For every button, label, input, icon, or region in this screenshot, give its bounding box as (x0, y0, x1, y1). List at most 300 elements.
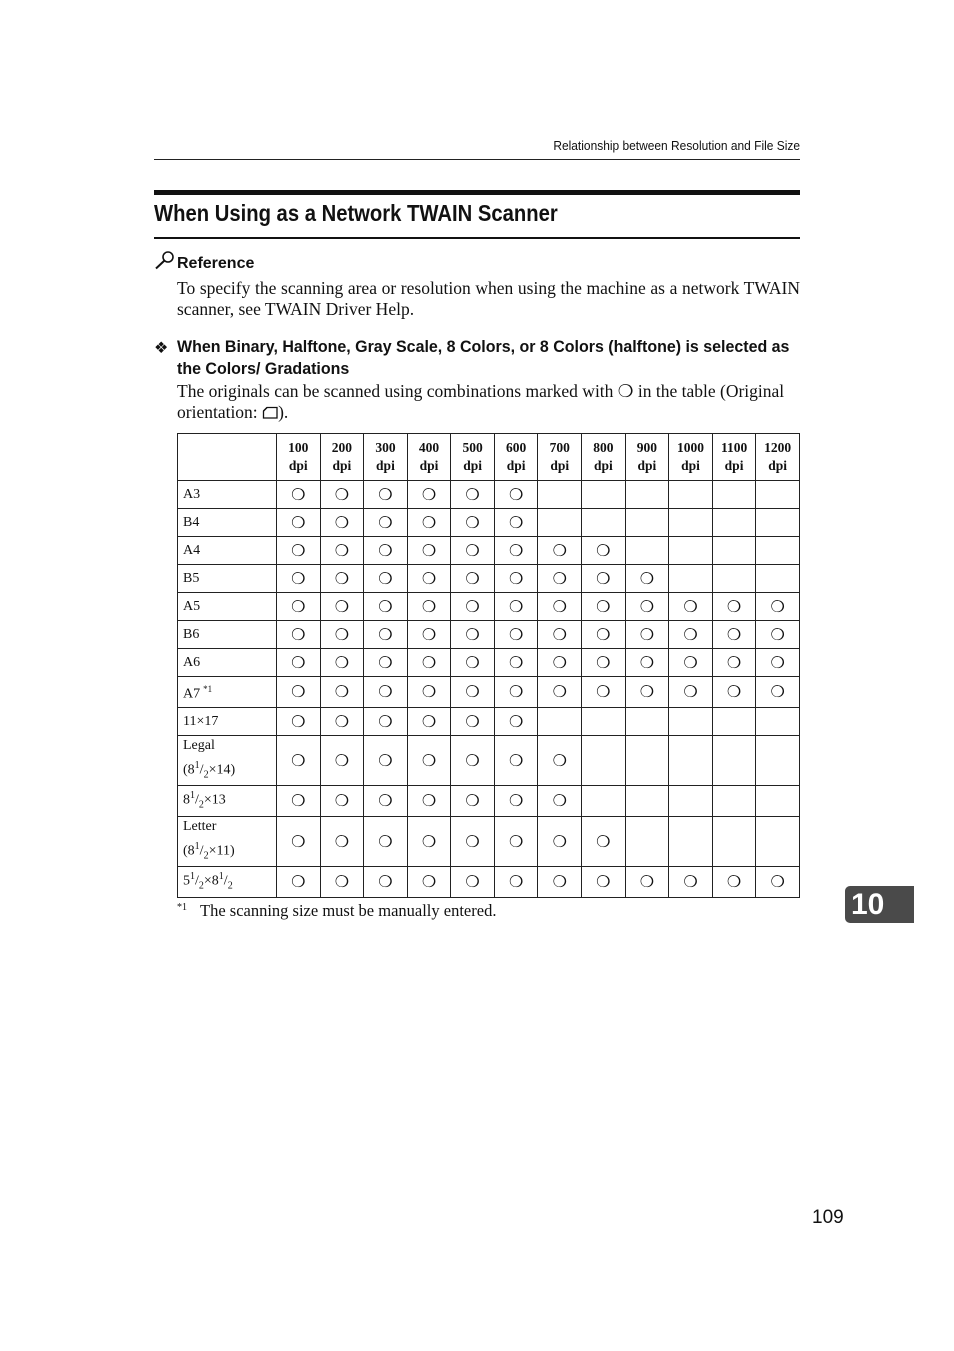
available-mark-icon: ❍ (291, 570, 306, 588)
available-mark-icon: ❍ (378, 542, 393, 560)
fraction-denominator: 2 (198, 799, 204, 811)
sub-heading: When Binary, Halftone, Gray Scale, 8 Colors, or 8 Colors (halftone) is selected as the Colors/ Gradations (177, 337, 790, 378)
paper-size-name: Legal (183, 738, 215, 753)
available-mark-icon: ❍ (334, 713, 350, 731)
size-text: ×11) (208, 843, 235, 859)
paper-size-name: B6 (183, 626, 200, 642)
available-mark-icon: ❍ (465, 684, 480, 701)
available-mark-icon: ❍ (421, 833, 437, 851)
available-mark-icon: ❍ (770, 684, 785, 701)
resolution-cell (669, 816, 713, 866)
available-mark-icon: ❍ (596, 684, 611, 701)
resolution-cell (625, 537, 669, 565)
column-header-unit: dpi (550, 458, 570, 473)
available-mark-icon: ❍ (509, 713, 524, 731)
resolution-cell (451, 565, 495, 593)
resolution-cell (364, 649, 408, 677)
available-mark-icon: ❍ (770, 626, 785, 644)
available-mark-icon: ❍ (726, 874, 742, 892)
resolution-cell (494, 649, 538, 677)
resolution-cell (625, 708, 669, 736)
resolution-cell (669, 867, 713, 897)
column-header-unit: dpi (376, 458, 395, 473)
resolution-cell (364, 481, 408, 509)
paper-size-label (178, 537, 277, 565)
resolution-cell (277, 509, 321, 537)
available-mark-icon: ❍ (334, 874, 350, 892)
resolution-cell (494, 816, 538, 866)
available-mark-icon: ❍ (639, 874, 655, 892)
available-mark-icon: ❍ (334, 486, 350, 504)
available-mark-icon: ❍ (421, 684, 437, 701)
available-mark-icon: ❍ (509, 684, 524, 701)
resolution-cell (669, 621, 713, 649)
fraction-slash: / (195, 793, 199, 809)
available-mark-icon: ❍ (291, 874, 306, 892)
available-mark-icon: ❍ (334, 833, 350, 851)
size-text: ×14) (208, 762, 236, 778)
magnifier-icon (154, 250, 176, 270)
available-mark-icon: ❍ (421, 793, 437, 811)
size-text: ×8 (203, 874, 219, 890)
available-mark-icon: ❍ (509, 654, 524, 672)
column-header-unit: dpi (681, 458, 700, 473)
resolution-cell (320, 509, 364, 537)
available-mark-icon: ❍ (639, 684, 655, 701)
available-mark-icon: ❍ (421, 514, 437, 532)
resolution-cell (277, 537, 321, 565)
resolution-cell (582, 736, 626, 786)
resolution-cell (277, 677, 321, 708)
available-mark-icon: ❍ (465, 626, 480, 644)
resolution-cell (451, 649, 495, 677)
paper-size-label (178, 649, 277, 677)
resolution-cell (494, 509, 538, 537)
available-mark-icon: ❍ (509, 542, 524, 560)
column-header-unit: dpi (637, 458, 657, 473)
reference-text: To specify the scanning area or resolution when using the machine as a network TWAIN scanner, see TWAIN Driver Help. (177, 278, 800, 319)
resolution-cell (582, 677, 626, 708)
resolution-cell (582, 481, 626, 509)
resolution-cell (320, 481, 364, 509)
resolution-cell (669, 649, 713, 677)
available-mark-icon: ❍ (726, 684, 742, 701)
resolution-cell (451, 677, 495, 708)
resolution-cell (364, 621, 408, 649)
resolution-cell (582, 786, 626, 816)
page-number: 109 (812, 1207, 844, 1228)
resolution-cell (669, 736, 713, 786)
column-header-value: 600 (506, 440, 527, 455)
paper-size-label (178, 621, 277, 649)
resolution-cell (364, 677, 408, 708)
size-text: (8 (183, 843, 195, 859)
resolution-cell (538, 621, 582, 649)
resolution-cell (756, 867, 800, 897)
available-mark-icon: ❍ (421, 752, 437, 770)
column-header (712, 434, 756, 481)
column-header-value: 500 (462, 440, 483, 455)
table-row (178, 867, 800, 897)
available-mark-icon: ❍ (334, 684, 350, 701)
available-mark-icon: ❍ (334, 598, 350, 616)
resolution-cell (364, 509, 408, 537)
paper-size-label (178, 708, 277, 736)
resolution-cell (582, 565, 626, 593)
paper-size-name: 11×17 (183, 713, 219, 729)
bullet-icon: ❖ (154, 340, 169, 357)
available-mark-icon: ❍ (596, 542, 611, 560)
resolution-cell (538, 509, 582, 537)
available-mark-icon: ❍ (378, 598, 393, 616)
resolution-cell (494, 565, 538, 593)
resolution-cell (407, 816, 451, 866)
resolution-cell (451, 786, 495, 816)
available-mark-icon: ❍ (291, 598, 306, 616)
fraction-denominator: 2 (203, 769, 209, 781)
footnote-ref: *1 (203, 684, 213, 695)
resolution-cell (756, 565, 800, 593)
paper-size-label (178, 786, 277, 816)
paper-size-label (178, 509, 277, 537)
available-mark-icon: ❍ (726, 654, 742, 672)
available-mark-icon: ❍ (770, 874, 785, 892)
available-mark-icon: ❍ (291, 684, 306, 701)
reference-label: Reference (177, 255, 255, 272)
table-row (178, 565, 800, 593)
resolution-cell (756, 677, 800, 708)
resolution-table (177, 433, 800, 898)
available-mark-icon: ❍ (334, 542, 350, 560)
available-mark-icon: ❍ (509, 486, 524, 504)
resolution-cell (407, 565, 451, 593)
available-mark-icon: ❍ (639, 654, 655, 672)
table-row (178, 621, 800, 649)
table-corner-cell (178, 434, 277, 481)
available-mark-icon: ❍ (291, 542, 306, 560)
resolution-cell (320, 736, 364, 786)
resolution-cell (451, 708, 495, 736)
available-mark-icon: ❍ (291, 752, 306, 770)
resolution-cell (364, 565, 408, 593)
resolution-cell (538, 867, 582, 897)
available-mark-icon: ❍ (596, 654, 611, 672)
resolution-cell (712, 481, 756, 509)
available-mark-icon: ❍ (552, 793, 567, 811)
available-mark-icon: ❍ (291, 654, 306, 672)
available-mark-icon: ❍ (552, 654, 567, 672)
resolution-cell (364, 593, 408, 621)
available-mark-icon: ❍ (421, 570, 437, 588)
available-mark-icon: ❍ (421, 713, 437, 731)
available-mark-icon: ❍ (596, 874, 611, 892)
available-mark-icon: ❍ (683, 626, 698, 644)
available-mark-icon: ❍ (465, 833, 480, 851)
resolution-cell (712, 786, 756, 816)
table-body (178, 481, 800, 898)
available-mark-icon: ❍ (509, 833, 524, 851)
available-mark-icon: ❍ (378, 874, 393, 892)
resolution-cell (756, 621, 800, 649)
available-mark-icon: ❍ (552, 570, 567, 588)
column-header-value: 300 (375, 440, 396, 455)
header-rule (154, 159, 800, 160)
available-mark-icon: ❍ (378, 626, 393, 644)
resolution-cell (277, 786, 321, 816)
available-mark-icon: ❍ (683, 874, 698, 892)
column-header-unit: dpi (332, 458, 352, 473)
available-mark-icon: ❍ (509, 570, 524, 588)
resolution-cell (625, 565, 669, 593)
available-mark-icon: ❍ (552, 598, 567, 616)
resolution-cell (364, 867, 408, 897)
resolution-cell (364, 816, 408, 866)
paper-size-name: A4 (183, 542, 201, 558)
fraction-denominator: 2 (227, 880, 233, 892)
available-mark-icon: ❍ (770, 598, 785, 616)
resolution-cell (712, 593, 756, 621)
available-mark-icon: ❍ (509, 793, 524, 811)
resolution-cell (669, 708, 713, 736)
resolution-cell (756, 786, 800, 816)
fraction-slash: / (199, 843, 204, 859)
paper-size-label (178, 593, 277, 621)
resolution-cell (451, 481, 495, 509)
size-text: 5 (183, 874, 190, 890)
column-header (494, 434, 538, 481)
resolution-cell (756, 708, 800, 736)
available-mark-icon: ❍ (726, 626, 742, 644)
available-mark-icon: ❍ (378, 713, 393, 731)
available-mark-icon: ❍ (683, 598, 698, 616)
resolution-cell (320, 867, 364, 897)
resolution-cell (320, 677, 364, 708)
column-header-unit: dpi (724, 458, 744, 473)
resolution-cell (277, 736, 321, 786)
available-mark-icon: ❍ (552, 833, 567, 851)
resolution-cell (582, 593, 626, 621)
available-mark-icon: ❍ (378, 570, 393, 588)
column-header-value: 200 (331, 440, 352, 455)
available-mark-icon: ❍ (639, 570, 655, 588)
resolution-cell (669, 786, 713, 816)
resolution-cell (625, 816, 669, 866)
column-header-unit: dpi (506, 458, 526, 473)
resolution-cell (712, 621, 756, 649)
available-mark-icon: ❍ (617, 381, 634, 401)
resolution-cell (320, 816, 364, 866)
resolution-cell (407, 708, 451, 736)
resolution-cell (320, 621, 364, 649)
table-row (178, 649, 800, 677)
column-header (364, 434, 408, 481)
resolution-cell (451, 509, 495, 537)
resolution-cell (451, 593, 495, 621)
resolution-cell (625, 649, 669, 677)
running-head: Relationship between Resolution and File Size (553, 138, 800, 153)
available-mark-icon: ❍ (421, 654, 437, 672)
resolution-cell (712, 867, 756, 897)
available-mark-icon: ❍ (378, 654, 393, 672)
intro-text-1: The originals can be scanned using combinations marked with (177, 381, 614, 401)
column-header-unit: dpi (463, 458, 482, 473)
available-mark-icon: ❍ (465, 542, 480, 560)
resolution-cell (582, 649, 626, 677)
fraction-numerator: 1 (194, 840, 200, 852)
resolution-cell (494, 736, 538, 786)
available-mark-icon: ❍ (552, 874, 567, 892)
resolution-cell (494, 677, 538, 708)
size-text: (8 (183, 762, 195, 778)
resolution-cell (756, 509, 800, 537)
resolution-cell (669, 509, 713, 537)
available-mark-icon: ❍ (465, 793, 480, 811)
resolution-cell (277, 621, 321, 649)
table-row (178, 481, 800, 509)
resolution-cell (625, 481, 669, 509)
intro-text-3: ). (278, 402, 289, 422)
resolution-cell (756, 593, 800, 621)
resolution-cell (364, 708, 408, 736)
table-row (178, 736, 800, 786)
resolution-cell (494, 786, 538, 816)
resolution-cell (538, 481, 582, 509)
paper-size-label (178, 677, 277, 708)
table-row (178, 509, 800, 537)
resolution-cell (451, 867, 495, 897)
resolution-cell (451, 621, 495, 649)
fraction-slash: / (223, 874, 228, 890)
resolution-cell (538, 816, 582, 866)
resolution-cell (625, 621, 669, 649)
resolution-cell (756, 816, 800, 866)
available-mark-icon: ❍ (770, 654, 785, 672)
available-mark-icon: ❍ (334, 514, 350, 532)
resolution-cell (756, 649, 800, 677)
column-header (625, 434, 669, 481)
available-mark-icon: ❍ (465, 713, 480, 731)
available-mark-icon: ❍ (334, 654, 350, 672)
available-mark-icon: ❍ (291, 514, 306, 532)
resolution-cell (407, 867, 451, 897)
available-mark-icon: ❍ (421, 486, 437, 504)
resolution-cell (582, 621, 626, 649)
available-mark-icon: ❍ (334, 626, 350, 644)
paper-size-label (178, 867, 277, 897)
available-mark-icon: ❍ (378, 833, 393, 851)
resolution-cell (277, 593, 321, 621)
resolution-cell (538, 565, 582, 593)
resolution-cell (582, 509, 626, 537)
column-header-value: 700 (549, 440, 570, 455)
column-header (451, 434, 495, 481)
fraction-numerator: 1 (190, 871, 195, 883)
resolution-cell (712, 565, 756, 593)
available-mark-icon: ❍ (509, 752, 524, 770)
available-mark-icon: ❍ (509, 514, 524, 532)
resolution-cell (538, 677, 582, 708)
resolution-cell (407, 649, 451, 677)
available-mark-icon: ❍ (639, 626, 655, 644)
fraction-denominator: 2 (198, 880, 204, 892)
available-mark-icon: ❍ (596, 833, 611, 851)
resolution-cell (538, 708, 582, 736)
resolution-cell (407, 537, 451, 565)
resolution-cell (320, 649, 364, 677)
available-mark-icon: ❍ (552, 542, 567, 560)
available-mark-icon: ❍ (421, 626, 437, 644)
resolution-cell (669, 593, 713, 621)
column-header-value: 1100 (720, 440, 748, 455)
resolution-cell (364, 537, 408, 565)
resolution-cell (277, 867, 321, 897)
paper-size-name: A5 (183, 598, 201, 614)
paper-size-label (178, 481, 277, 509)
available-mark-icon: ❍ (596, 570, 611, 588)
available-mark-icon: ❍ (334, 752, 350, 770)
available-mark-icon: ❍ (465, 752, 480, 770)
available-mark-icon: ❍ (421, 542, 437, 560)
resolution-cell (756, 481, 800, 509)
resolution-cell (320, 565, 364, 593)
table-header-row (178, 434, 800, 481)
available-mark-icon: ❍ (378, 793, 393, 811)
resolution-cell (407, 736, 451, 786)
resolution-cell (277, 816, 321, 866)
resolution-cell (669, 677, 713, 708)
available-mark-icon: ❍ (596, 626, 611, 644)
available-mark-icon: ❍ (509, 874, 524, 892)
column-header (669, 434, 713, 481)
paper-size-label (178, 816, 277, 866)
resolution-cell (625, 736, 669, 786)
available-mark-icon: ❍ (683, 684, 698, 701)
paper-size-label (178, 736, 277, 786)
resolution-cell (538, 537, 582, 565)
column-header-value: 400 (418, 440, 440, 455)
available-mark-icon: ❍ (552, 752, 567, 770)
available-mark-icon: ❍ (291, 793, 306, 811)
resolution-cell (494, 867, 538, 897)
column-header-value: 100 (288, 440, 309, 455)
column-header-value: 1200 (764, 440, 792, 455)
resolution-cell (451, 537, 495, 565)
resolution-cell (538, 786, 582, 816)
resolution-cell (494, 537, 538, 565)
column-header (320, 434, 364, 481)
available-mark-icon: ❍ (639, 598, 655, 616)
table-row (178, 593, 800, 621)
resolution-cell (712, 537, 756, 565)
resolution-cell (320, 593, 364, 621)
paper-size-name: A6 (183, 654, 201, 670)
table-row (178, 816, 800, 866)
footnote-mark: *1 (177, 902, 187, 913)
title-rule-bottom (154, 237, 800, 239)
column-header (756, 434, 800, 481)
available-mark-icon: ❍ (465, 598, 480, 616)
resolution-cell (538, 649, 582, 677)
available-mark-icon: ❍ (291, 833, 306, 851)
chapter-tab: 10 (845, 886, 914, 923)
resolution-cell (625, 593, 669, 621)
resolution-cell (582, 816, 626, 866)
available-mark-icon: ❍ (378, 486, 393, 504)
column-header-unit: dpi (419, 458, 439, 473)
resolution-cell (712, 816, 756, 866)
available-mark-icon: ❍ (465, 486, 480, 504)
resolution-cell (451, 736, 495, 786)
